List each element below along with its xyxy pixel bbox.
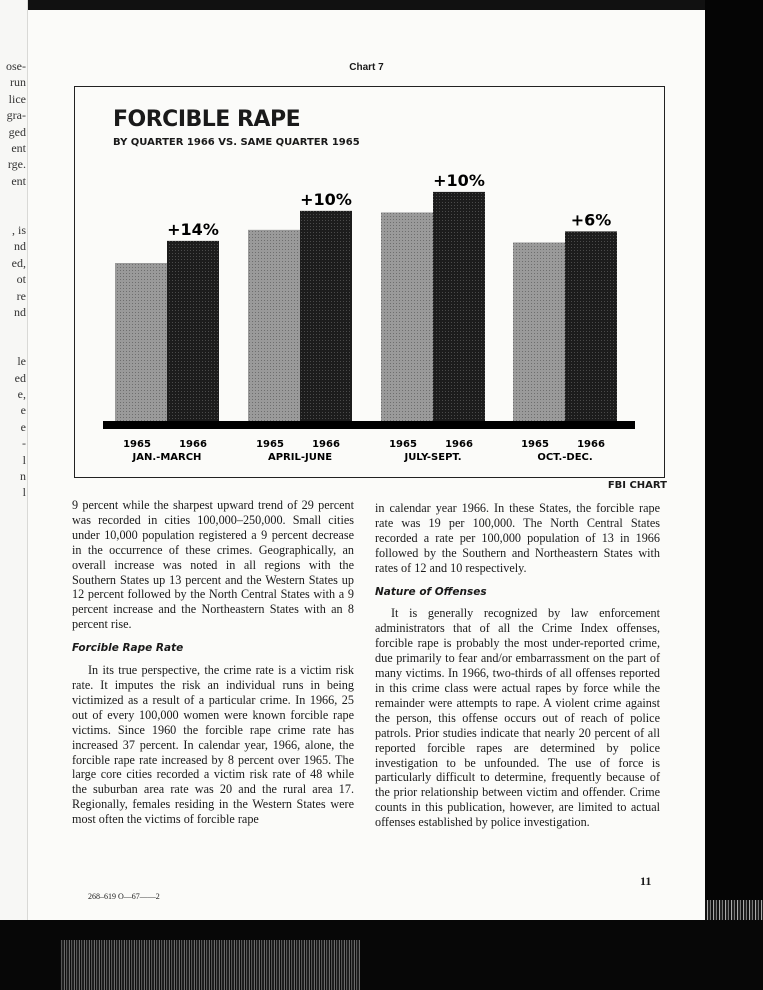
year-label-1965: 1965 xyxy=(389,439,417,450)
year-label-1966: 1966 xyxy=(179,439,207,450)
margin-fragment: re xyxy=(16,288,26,303)
year-label-1966: 1966 xyxy=(577,439,605,450)
adjacent-page-margin xyxy=(0,0,28,990)
margin-fragment: l xyxy=(22,452,26,467)
margin-fragment: , is xyxy=(11,223,26,237)
chart-title: FORCIBLE RAPE xyxy=(113,107,301,132)
quarter-label: OCT.-DEC. xyxy=(537,452,593,463)
year-label-1965: 1965 xyxy=(521,439,549,450)
margin-fragment: ose- xyxy=(6,59,26,73)
margin-fragment: rge. xyxy=(7,157,26,172)
margin-fragment: ent xyxy=(11,141,26,155)
margin-fragment: ent xyxy=(11,173,26,188)
margin-fragment: le xyxy=(17,354,26,369)
chart-number-label: Chart 7 xyxy=(349,62,384,73)
change-label: +10% xyxy=(433,170,485,190)
chart-baseline xyxy=(103,421,635,429)
margin-fragment: ed xyxy=(14,370,26,385)
margin-fragment: e xyxy=(20,403,26,418)
bar-1965 xyxy=(513,242,565,421)
text-column-right xyxy=(375,501,660,830)
text-column-left xyxy=(72,498,354,827)
paragraph: 9 percent while the sharpest upward trend of 29 percent was recorded in cities 100,000–250,000. Small cities under 10,000 population registered a 9 percent decrease in the occurrence of these crimes. Geographically, an overall increase was noted in all regions with the Southern States up 13 percent and the Western States up 12 percent followed by the North Central States with a 9 percent increase and the Northeastern States with an 8 percent rise. xyxy=(72,498,354,632)
change-label: +10% xyxy=(300,189,352,209)
chart-subtitle: BY QUARTER 1966 VS. SAME QUARTER 1965 xyxy=(113,137,360,148)
paragraph: in calendar year 1966. In these States, the forcible rape rate was 19 per 100,000. The North Central States recorded a rate per 100,000 population of 13 in 1966 followed by the Southern and Northeastern States with rates of 12 and 10 respectively. xyxy=(375,501,660,575)
scan-right-edge xyxy=(705,0,763,990)
year-label-1966: 1966 xyxy=(445,439,473,450)
margin-fragment: e, xyxy=(17,387,26,401)
margin-fragment: ed, xyxy=(11,255,26,270)
page-sheet xyxy=(28,10,705,920)
chart-credit: FBI CHART xyxy=(607,480,667,491)
year-label-1965: 1965 xyxy=(256,439,284,450)
paragraph: In its true perspective, the crime rate is a victim risk rate. It imputes the risk an individual runs in being victimized as a result of a particular crime. In 1966, 25 out of every 100,000 women were known forcible rape victims. Since 1960 the forcible rape crime rate has increased 37 percent. In calendar year, 1966, alone, the forcible rape rate increased by 8 percent over 1965. The large core cities recorded a victim risk rate of 48 while the suburban area rate was 20 and the rural area 17. Regionally, females residing in the Western States were most often the victims of forcible rape xyxy=(72,663,354,827)
scan-bottom-edge xyxy=(0,920,763,990)
bar-1966 xyxy=(300,211,352,421)
margin-fragment: lice xyxy=(8,91,26,106)
margin-fragment: l xyxy=(22,485,26,500)
scan-top-edge xyxy=(28,0,705,10)
print-code: 268–619 O—67——2 xyxy=(88,892,160,901)
bar-1966 xyxy=(565,231,617,421)
section-heading: Nature of Offenses xyxy=(375,585,487,598)
change-label: +14% xyxy=(167,219,219,239)
margin-fragment: nd xyxy=(14,239,26,254)
year-label-1965: 1965 xyxy=(123,439,151,450)
margin-fragment: - xyxy=(22,436,26,451)
bar-1966 xyxy=(167,241,219,421)
bar-1965 xyxy=(381,212,433,421)
margin-fragment: nd xyxy=(14,305,26,319)
section-heading: Forcible Rape Rate xyxy=(72,642,184,655)
margin-fragment: run xyxy=(10,75,26,90)
quarter-label: APRIL-JUNE xyxy=(267,452,333,463)
paragraph: It is generally recognized by law enforcement administrators that of all the Crime Index offenses, forcible rape is probably the most under-reported crime, due primarily to fear and/or embarrassment on the part of many victims. In 1966, two-thirds of all offenses reported in this crime class were actual rapes by force while the remainder were attempts to rape. A violent crime against the person, this offense occurs out of reach of police patrols. Prior studies indicate that nearly 20 percent of all reported forcible rapes are determined by police investigation to be unfounded. The use of force is particularly difficult to determine, frequently because of the prior relationship between victim and offender. Crime counts in this publication, however, are limited to actual offenses established by police investigation. xyxy=(375,606,660,830)
quarter-label: JULY-SEPT. xyxy=(404,452,462,463)
margin-fragment: gra- xyxy=(6,108,26,123)
year-label-1966: 1966 xyxy=(312,439,340,450)
margin-fragment: ot xyxy=(16,272,26,287)
page-number: 11 xyxy=(640,874,652,888)
margin-fragment: ged xyxy=(8,124,26,139)
bar-1965 xyxy=(248,230,300,421)
quarter-label: JAN.-MARCH xyxy=(132,452,202,463)
change-label: +6% xyxy=(570,210,612,230)
chart-frame xyxy=(74,86,665,478)
margin-fragment: n xyxy=(20,469,26,483)
margin-fragment: e xyxy=(20,419,26,434)
bar-1965 xyxy=(115,263,167,421)
bar-1966 xyxy=(433,192,485,421)
